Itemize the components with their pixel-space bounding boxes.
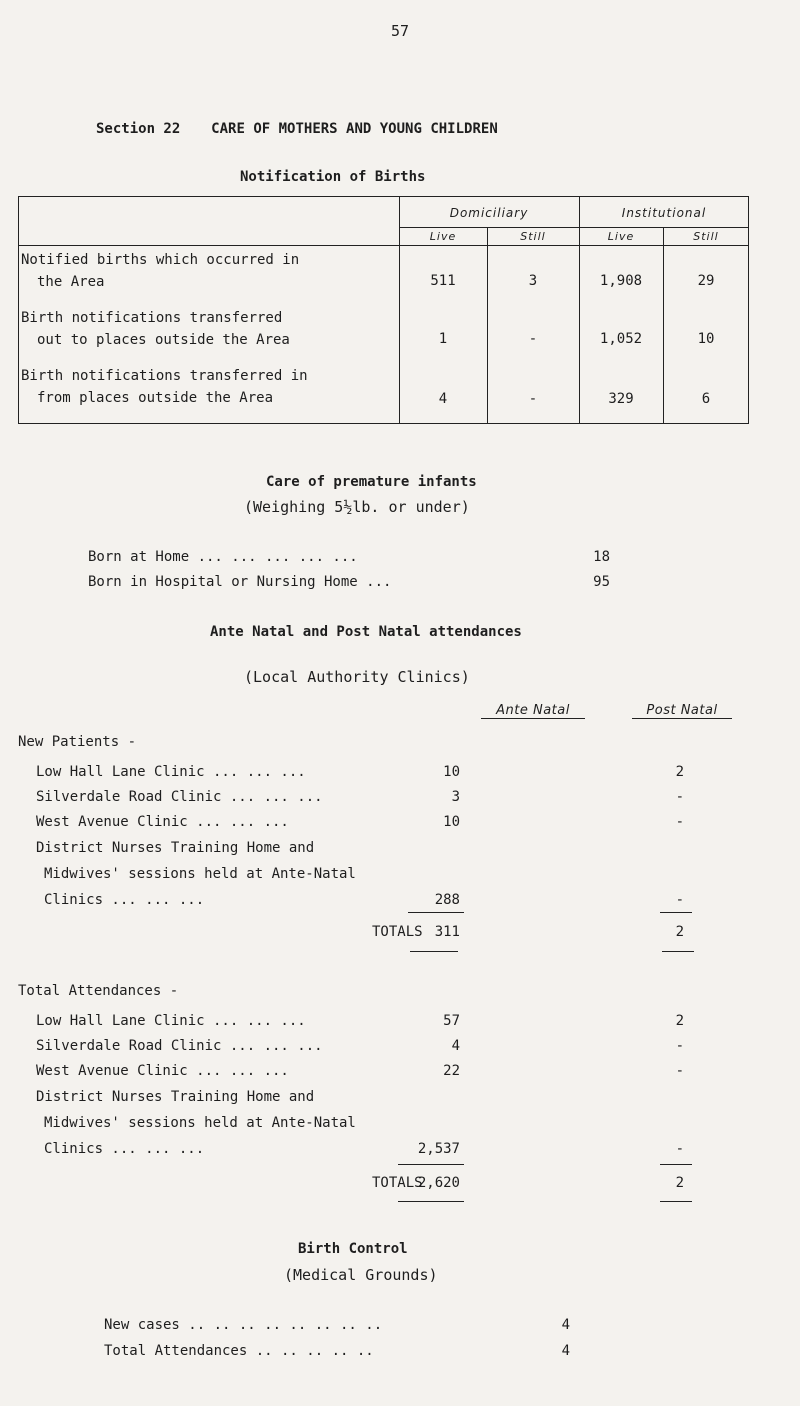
table-row-label xyxy=(21,365,391,409)
post-value: - xyxy=(675,892,684,908)
table-cell: 4 xyxy=(438,391,448,407)
table-cell: 3 xyxy=(528,273,538,289)
page-number: 57 xyxy=(390,22,410,40)
table-cell: 1 xyxy=(438,331,448,347)
birth-control-row-value: 4 xyxy=(561,1317,570,1333)
attendances-title: Ante Natal and Post Natal attendances xyxy=(210,624,522,640)
table-divider xyxy=(399,227,748,228)
total-rule xyxy=(662,951,694,952)
subtotal-rule xyxy=(660,912,692,913)
birth-control-row-value: 4 xyxy=(561,1343,570,1359)
row-label-line: from places outside the Area xyxy=(37,390,274,406)
clinic-label: Silverdale Road Clinic ... ... ... xyxy=(36,789,323,805)
subtotal-rule xyxy=(398,1164,464,1165)
total-attendances-heading: Total Attendances - xyxy=(18,983,179,999)
post-value: - xyxy=(675,789,684,805)
subheader-still: Still xyxy=(520,230,546,243)
post-value: 2 xyxy=(675,764,684,780)
births-title: Notification of Births xyxy=(240,169,426,185)
premature-row-label: Born at Home ... ... ... ... ... xyxy=(88,549,358,565)
table-cell: 10 xyxy=(697,331,715,347)
subheader-live: Live xyxy=(607,230,635,243)
section-title: CARE OF MOTHERS AND YOUNG CHILDREN xyxy=(211,121,498,137)
table-cell: - xyxy=(528,391,538,407)
birth-control-row-label: Total Attendances .. .. .. .. .. xyxy=(104,1343,374,1359)
total-rule xyxy=(660,1201,692,1202)
total-ante: 2,620 xyxy=(417,1175,460,1191)
total-rule xyxy=(410,951,458,952)
ante-value: 22 xyxy=(443,1063,460,1079)
ante-value: 3 xyxy=(451,789,460,805)
clinic-label: Silverdale Road Clinic ... ... ... xyxy=(36,1038,323,1054)
clinic-label: West Avenue Clinic ... ... ... xyxy=(36,814,289,830)
district-label-line: Midwives' sessions held at Ante-Natal xyxy=(44,1115,356,1131)
subheader-live: Live xyxy=(429,230,457,243)
section-number: Section 22 xyxy=(96,121,181,137)
birth-control-subtitle: (Medical Grounds) xyxy=(284,1266,438,1284)
total-post: 2 xyxy=(675,924,684,940)
premature-row-label: Born in Hospital or Nursing Home ... xyxy=(88,574,392,590)
group-header-domiciliary: Domiciliary xyxy=(449,206,529,220)
district-label-line: District Nurses Training Home and xyxy=(36,1089,315,1105)
group-header-institutional: Institutional xyxy=(621,206,707,220)
premature-row-value: 95 xyxy=(593,574,610,590)
ante-value: 2,537 xyxy=(417,1141,460,1157)
row-label-line: Birth notifications transferred xyxy=(21,310,283,326)
district-label-line: District Nurses Training Home and xyxy=(36,840,315,856)
subheader-still: Still xyxy=(693,230,719,243)
table-cell: 1,052 xyxy=(599,331,643,347)
premature-row-value: 18 xyxy=(593,549,610,565)
table-cell: 29 xyxy=(697,273,715,289)
totals-label: TOTALS xyxy=(372,1175,423,1191)
birth-control-title: Birth Control xyxy=(298,1241,408,1257)
row-label-line: Birth notifications transferred in xyxy=(21,368,308,384)
totals-label: TOTALS xyxy=(372,924,423,940)
table-row-label xyxy=(21,307,391,351)
birth-control-row-label: New cases .. .. .. .. .. .. .. .. xyxy=(104,1317,383,1333)
post-value: - xyxy=(675,814,684,830)
premature-title: Care of premature infants xyxy=(266,474,477,490)
total-post: 2 xyxy=(675,1175,684,1191)
premature-subtitle: (Weighing 5½lb. or under) xyxy=(244,498,470,516)
ante-value: 4 xyxy=(451,1038,460,1054)
table-divider xyxy=(19,245,748,246)
table-cell: 511 xyxy=(430,273,456,289)
post-value: - xyxy=(675,1141,684,1157)
table-row-label xyxy=(21,249,391,293)
total-rule xyxy=(398,1201,464,1202)
subtotal-rule xyxy=(660,1164,692,1165)
col-header-ante-natal: Ante Natal xyxy=(481,703,585,719)
table-cell: 6 xyxy=(701,391,711,407)
row-label-line: the Area xyxy=(37,274,105,290)
post-value: 2 xyxy=(675,1013,684,1029)
ante-value: 57 xyxy=(443,1013,460,1029)
clinic-label: Low Hall Lane Clinic ... ... ... xyxy=(36,1013,306,1029)
post-value: - xyxy=(675,1038,684,1054)
subtotal-rule xyxy=(408,912,464,913)
births-table xyxy=(18,196,749,424)
attendances-subtitle: (Local Authority Clinics) xyxy=(244,668,470,686)
section-heading xyxy=(96,121,498,137)
table-cell: 1,908 xyxy=(599,273,643,289)
row-label-line: out to places outside the Area xyxy=(37,332,290,348)
col-header-post-natal: Post Natal xyxy=(632,703,732,719)
new-patients-heading: New Patients - xyxy=(18,734,137,750)
post-value: - xyxy=(675,1063,684,1079)
table-cell: - xyxy=(528,331,538,347)
district-label-line: Clinics ... ... ... xyxy=(44,892,205,908)
table-cell: 329 xyxy=(608,391,634,407)
district-label-line: Midwives' sessions held at Ante-Natal xyxy=(44,866,356,882)
district-label-line: Clinics ... ... ... xyxy=(44,1141,205,1157)
total-ante: 311 xyxy=(434,924,460,940)
ante-value: 10 xyxy=(443,814,460,830)
row-label-line: Notified births which occurred in xyxy=(21,252,300,268)
ante-value: 10 xyxy=(443,764,460,780)
ante-value: 288 xyxy=(434,892,460,908)
clinic-label: West Avenue Clinic ... ... ... xyxy=(36,1063,289,1079)
clinic-label: Low Hall Lane Clinic ... ... ... xyxy=(36,764,306,780)
